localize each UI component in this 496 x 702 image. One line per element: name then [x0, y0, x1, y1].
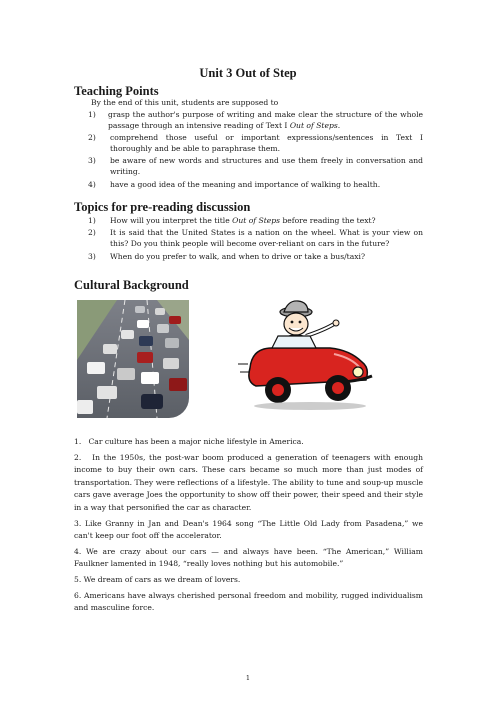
list-item: 2) comprehend those useful or important expressions/sentences in Text I thoroughly and be able to paraphrase them. [88, 133, 423, 153]
list-item: 3. Like Granny in Jan and Dean's 1964 song “The Little Old Lady from Pasadena,” we can't keep our foot off the accelerator. [74, 518, 423, 541]
list-item: 4) have a good idea of the meaning and importance of walking to health. [88, 179, 381, 189]
page-title: Unit 3 Out of Step [199, 66, 297, 80]
list-item: 3) When do you prefer to walk, and when to drive or take a bus/taxi? [88, 251, 366, 261]
cultural-background-list [74, 436, 423, 618]
page-number: 1 [245, 674, 251, 682]
cartoon-car-illustration [238, 298, 384, 418]
traffic-photo [77, 300, 189, 418]
list-item: 1) grasp the author's purpose of writing and make clear the structure of the whole passage through an intensive reading of Text I Out of Steps. [88, 110, 423, 130]
teaching-points-list [74, 110, 423, 192]
topics-list [74, 216, 423, 264]
list-item: 6. Americans have always cherished personal freedom and mobility, rugged individualism and masculine force. [74, 590, 423, 613]
list-item: 3) be aware of new words and structures and use them freely in conversation and writing. [88, 156, 423, 177]
teaching-points-intro: By the end of this unit, students are supposed to [91, 98, 279, 107]
list-item: 2) It is said that the United States is a nation on the wheel. What is your view on this? Do you think people will become over-reliant on cars in the future? [88, 228, 423, 249]
list-item: 4. We are crazy about our cars — and always have been. “The American,” William Faulkner lamented in 1948, “really loves nothing but his automobile.” [74, 546, 423, 569]
cultural-background-heading: Cultural Background [74, 278, 189, 292]
teaching-points-heading: Teaching Points [74, 84, 159, 98]
list-item: 1. Car culture has been a major niche lifestyle in America. [74, 437, 304, 446]
list-item: 2. In the 1950s, the post-war boom produced a generation of teenagers with enough income to buy their own cars. These cars became so much more than just modes of transportation. They were reflections of a lifestyle. The ability to tune and soup-up muscle cars gave average Joes the opportunity to show off their power, their speed and their style in a way that personified the car as character. [74, 452, 423, 512]
list-item: 1) How will you interpret the title Out of Steps before reading the text? [88, 216, 376, 225]
topics-heading: Topics for pre-reading discussion [74, 200, 251, 214]
list-item: 5. We dream of cars as we dream of lovers. [74, 574, 241, 584]
